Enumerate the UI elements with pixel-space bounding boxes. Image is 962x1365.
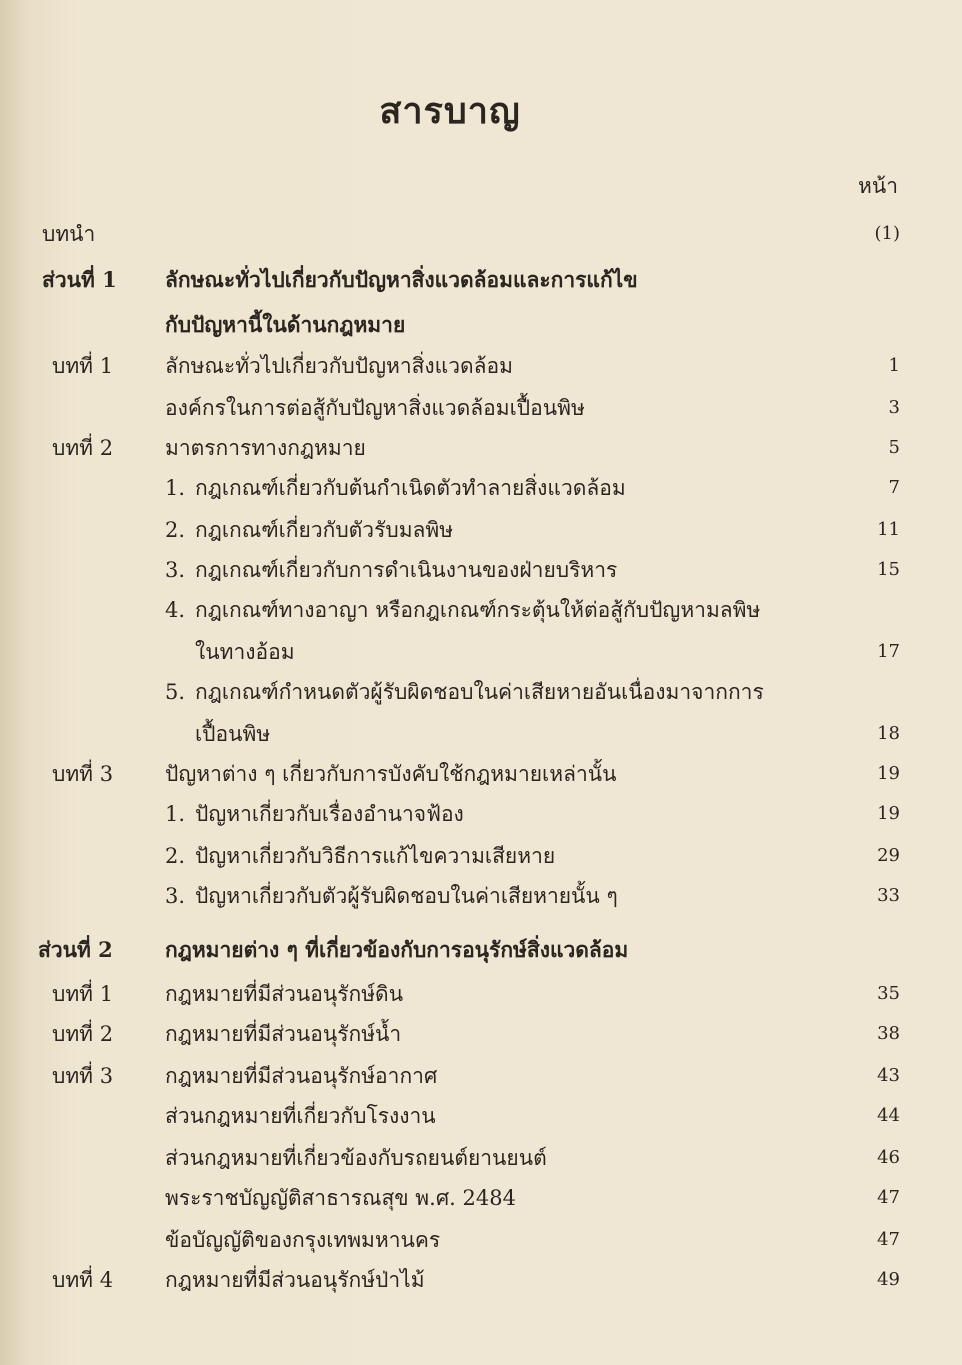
toc-row bbox=[0, 428, 962, 468]
toc-page-number: 46 bbox=[877, 1147, 900, 1168]
toc-item-title: ปัญหาเกี่ยวกับวิธีการแก้ไขความเสียหาย bbox=[195, 844, 556, 868]
toc-row bbox=[0, 1260, 962, 1300]
toc-item-number: 3. bbox=[165, 884, 186, 908]
toc-row-text bbox=[165, 428, 366, 468]
toc-row-label: บทที่ 1 bbox=[52, 354, 114, 378]
page-title: สารบาญ bbox=[379, 90, 521, 132]
toc-row bbox=[0, 1014, 962, 1054]
toc-page-number: 15 bbox=[877, 559, 900, 580]
toc-row-label: บทที่ 2 bbox=[52, 1022, 114, 1046]
toc-row-text bbox=[165, 305, 405, 345]
toc-item-title: กฎเกณฑ์เกี่ยวกับต้นกำเนิดตัวทำลายสิ่งแวดล้อม bbox=[195, 476, 626, 500]
toc-page-number: 1 bbox=[888, 355, 900, 376]
toc-row-label: บทที่ 1 bbox=[52, 982, 114, 1006]
toc-page-number: 5 bbox=[888, 437, 900, 458]
toc-row-text bbox=[165, 346, 513, 386]
toc-row-text bbox=[165, 876, 618, 916]
toc-row bbox=[0, 1178, 962, 1218]
toc-item-title: ปัญหาต่าง ๆ เกี่ยวกับการบังคับใช้กฎหมายเหล่านั้น bbox=[165, 762, 617, 786]
toc-row-text bbox=[165, 1220, 440, 1260]
toc-row bbox=[0, 1138, 962, 1178]
toc-row-text bbox=[165, 672, 764, 712]
toc-row bbox=[0, 346, 962, 386]
toc-item-title: ลักษณะทั่วไปเกี่ยวกับปัญหาสิ่งแวดล้อม bbox=[165, 354, 513, 378]
toc-row-text bbox=[165, 1138, 547, 1178]
toc-item-title: กฎหมายที่มีส่วนอนุรักษ์อากาศ bbox=[165, 1064, 438, 1088]
toc-row bbox=[0, 754, 962, 794]
toc-row-text bbox=[165, 974, 403, 1014]
toc-page-number: 49 bbox=[877, 1269, 900, 1290]
toc-row bbox=[0, 632, 962, 672]
toc-row-text bbox=[165, 388, 585, 428]
toc-page-number: 47 bbox=[877, 1187, 900, 1208]
toc-row-label: บทที่ 2 bbox=[52, 436, 114, 460]
toc-row-text bbox=[165, 1096, 436, 1136]
toc-row-text bbox=[165, 930, 628, 970]
toc-row bbox=[0, 1220, 962, 1260]
page-column-label: หน้า bbox=[858, 174, 898, 198]
toc-page-number: 29 bbox=[877, 845, 900, 866]
toc-page-number: 44 bbox=[877, 1105, 900, 1126]
toc-page-number: 35 bbox=[877, 983, 900, 1004]
toc-row bbox=[0, 794, 962, 834]
toc-row-text bbox=[165, 794, 464, 834]
toc-row-text bbox=[165, 510, 453, 550]
toc-row-label: บทที่ 3 bbox=[52, 762, 114, 786]
toc-row-text bbox=[165, 632, 295, 672]
toc-page-number: 3 bbox=[888, 397, 900, 418]
toc-row-label: ส่วนที่ 1 bbox=[42, 267, 117, 292]
toc-page-number: 11 bbox=[877, 519, 900, 540]
toc-item-title: ส่วนกฎหมายที่เกี่ยวข้องกับรถยนต์ยานยนต์ bbox=[165, 1146, 547, 1170]
toc-row-text bbox=[165, 260, 638, 300]
toc-row-label: บทที่ 3 bbox=[52, 1064, 114, 1088]
toc-item-title: มาตรการทางกฎหมาย bbox=[165, 436, 366, 460]
toc-row bbox=[0, 260, 962, 300]
toc-page-number: 19 bbox=[877, 803, 900, 824]
toc-item-title: พระราชบัญญัติสาธารณสุข พ.ศ. 2484 bbox=[165, 1186, 516, 1210]
toc-row bbox=[0, 974, 962, 1014]
toc-item-number: 2. bbox=[165, 518, 186, 542]
toc-row-text bbox=[165, 468, 626, 508]
toc-item-title: กฎหมายที่มีส่วนอนุรักษ์น้ำ bbox=[165, 1022, 402, 1046]
toc-item-number: 3. bbox=[165, 558, 186, 582]
toc-row-text bbox=[165, 836, 555, 876]
toc-page-number: (1) bbox=[874, 223, 900, 244]
toc-row bbox=[0, 510, 962, 550]
toc-row bbox=[0, 305, 962, 345]
toc-item-number: 4. bbox=[165, 598, 186, 622]
toc-row bbox=[0, 388, 962, 428]
toc-page-number: 43 bbox=[877, 1065, 900, 1086]
toc-row-text bbox=[165, 1178, 516, 1218]
toc-row-text bbox=[165, 714, 270, 754]
toc-row-label: บทที่ 4 bbox=[52, 1268, 114, 1292]
toc-item-number: 2. bbox=[165, 844, 186, 868]
toc-page-number: 19 bbox=[877, 763, 900, 784]
toc-row bbox=[0, 550, 962, 590]
toc-item-title: ลักษณะทั่วไปเกี่ยวกับปัญหาสิ่งแวดล้อมและการแก้ไข bbox=[165, 267, 638, 292]
toc-item-title: ข้อบัญญัติของกรุงเทพมหานคร bbox=[165, 1228, 441, 1252]
toc-page-number: 18 bbox=[877, 723, 900, 744]
toc-row-text bbox=[165, 1014, 401, 1054]
toc-row-text bbox=[165, 550, 617, 590]
toc-row bbox=[0, 1096, 962, 1136]
toc-item-number: 1. bbox=[165, 802, 186, 826]
toc-item-title: ส่วนกฎหมายที่เกี่ยวกับโรงงาน bbox=[165, 1104, 436, 1128]
toc-row-text bbox=[165, 754, 616, 794]
toc-page-number: 17 bbox=[877, 641, 900, 662]
toc-item-title: กฎหมายที่มีส่วนอนุรักษ์ป่าไม้ bbox=[165, 1268, 425, 1292]
toc-row bbox=[0, 590, 962, 630]
toc-row bbox=[0, 672, 962, 712]
toc-page-number: 47 bbox=[877, 1229, 900, 1250]
toc-row-label: ส่วนที่ 2 bbox=[38, 937, 113, 962]
toc-row bbox=[0, 214, 962, 254]
toc-item-title: เปื้อนพิษ bbox=[195, 722, 271, 746]
toc-item-title: ในทางอ้อม bbox=[195, 640, 295, 664]
toc-row bbox=[0, 876, 962, 916]
toc-row-label: บทนำ bbox=[42, 222, 96, 246]
toc-row bbox=[0, 836, 962, 876]
toc-page-number: 7 bbox=[888, 477, 900, 498]
toc-row bbox=[0, 714, 962, 754]
toc-row bbox=[0, 930, 962, 970]
toc-item-title: องค์กรในการต่อสู้กับปัญหาสิ่งแวดล้อมเปื้อนพิษ bbox=[165, 396, 585, 420]
toc-item-number: 1. bbox=[165, 476, 186, 500]
toc-row-text bbox=[165, 1056, 437, 1096]
toc-row-text bbox=[165, 590, 760, 630]
toc-row-text bbox=[165, 1260, 425, 1300]
toc-item-title: กฎหมายต่าง ๆ ที่เกี่ยวข้องกับการอนุรักษ์สิ่งแวดล้อม bbox=[165, 937, 629, 962]
toc-item-number: 5. bbox=[165, 680, 186, 704]
toc-item-title: กฎเกณฑ์เกี่ยวกับการดำเนินงานของฝ่ายบริหาร bbox=[195, 558, 618, 582]
toc-row bbox=[0, 1056, 962, 1096]
toc-item-title: กับปัญหานี้ในด้านกฎหมาย bbox=[165, 312, 406, 337]
toc-item-title: กฎหมายที่มีส่วนอนุรักษ์ดิน bbox=[165, 982, 404, 1006]
toc-item-title: กฎเกณฑ์กำหนดตัวผู้รับผิดชอบในค่าเสียหายอันเนื่องมาจากการ bbox=[195, 680, 764, 704]
toc-page-number: 38 bbox=[877, 1023, 900, 1044]
toc-item-title: กฎเกณฑ์ทางอาญา หรือกฎเกณฑ์กระตุ้นให้ต่อสู้กับปัญหามลพิษ bbox=[195, 598, 761, 622]
toc-page-number: 33 bbox=[877, 885, 900, 906]
toc-item-title: กฎเกณฑ์เกี่ยวกับตัวรับมลพิษ bbox=[195, 518, 454, 542]
toc-item-title: ปัญหาเกี่ยวกับเรื่องอำนาจฟ้อง bbox=[195, 802, 464, 826]
toc-item-title: ปัญหาเกี่ยวกับตัวผู้รับผิดชอบในค่าเสียหายนั้น ๆ bbox=[195, 884, 618, 908]
toc-row bbox=[0, 468, 962, 508]
